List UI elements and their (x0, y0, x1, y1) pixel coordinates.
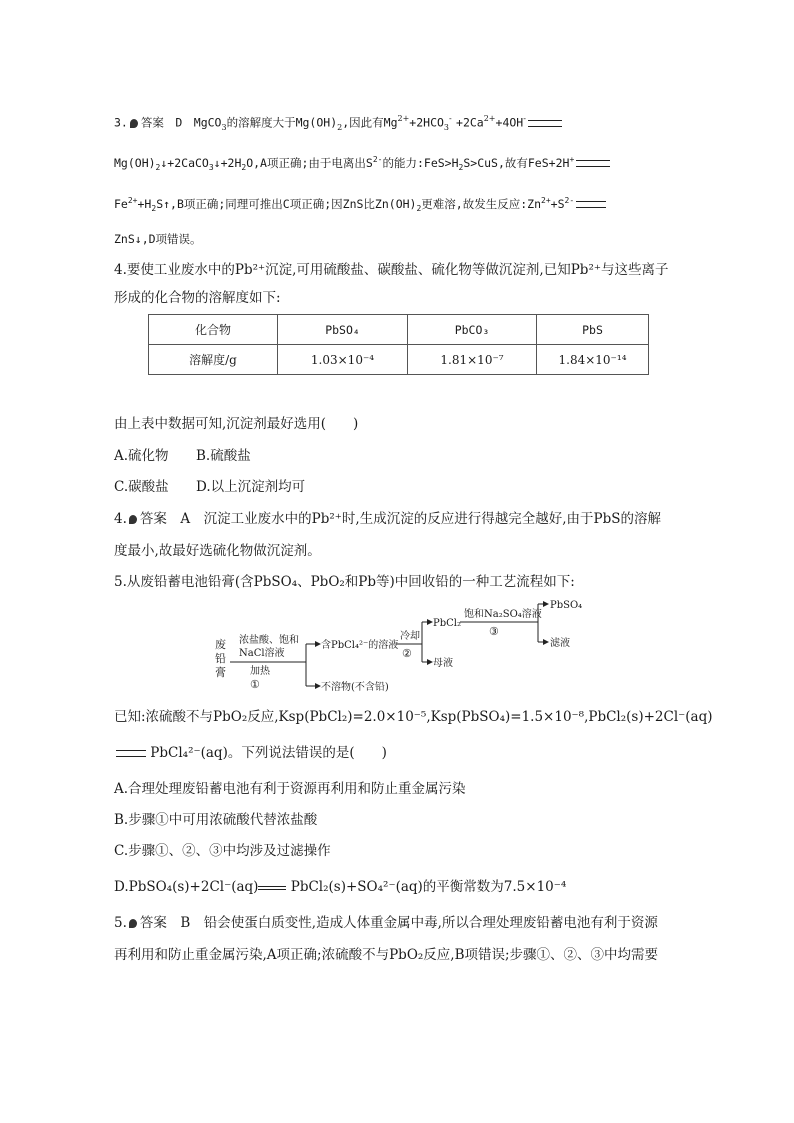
q4-option-a: A.硫化物 (114, 448, 169, 464)
answer-marker-icon (129, 919, 137, 928)
table-cell: 1.03×10⁻⁴ (278, 345, 408, 375)
table-header-row (149, 315, 649, 345)
flow-reagent-3: 饱和Na₂SO₄溶液 (464, 609, 542, 620)
flow-residue: 不溶物(不含铅) (321, 682, 389, 693)
process-flow-diagram (210, 596, 590, 698)
table-cell: 化合物 (149, 315, 278, 345)
q5-option-a: A.合理处理废铅蓄电池有利于资源再利用和防止重金属污染 (114, 781, 466, 797)
q4-answer-line-2: 度最小,故最好选硫化物做沉淀剂。 (114, 543, 321, 559)
q5-option-b: B.步骤①中可用浓硫酸代替浓盐酸 (114, 812, 318, 828)
equals-sign-icon (116, 750, 146, 757)
table-cell: 溶解度/g (149, 345, 278, 375)
q4-stem-line-1: 4.要使工业废水中的Pb²⁺沉淀,可用硫酸盐、碳酸盐、硫化物等做沉淀剂,已知Pb²⁺与这些离子 (114, 262, 669, 278)
equals-sign-icon (576, 201, 606, 208)
flow-step-3: ③ (489, 625, 499, 638)
flow-start-char: 膏 (215, 666, 226, 679)
table-cell: 1.84×10⁻¹⁴ (537, 345, 649, 375)
flow-step-2: ② (402, 647, 412, 660)
table-cell: PbSO₄ (278, 315, 408, 345)
flow-pbcl2: PbCl₂ (433, 618, 461, 629)
q3-answer-line-1: 3. 答案 D MgCO$_3$的溶解度大于$Mg(OH)_2$,因此有$Mg^{2+}+2HCO_3^- +2Ca^{2+}+4OH^-$ (114, 109, 562, 138)
q4-question: 由上表中数据可知,沉淀剂最好选用( ) (114, 416, 359, 432)
answer-marker-icon (129, 515, 137, 524)
q3-answer-line-4: ZnS↓,D项错误。 (114, 232, 202, 246)
q5-known-line-1: 已知:浓硫酸不与PbO₂反应,Ksp(PbCl₂)=2.0×10⁻⁵,Ksp(PbSO₄)=1.5×10⁻⁸,PbCl₂(s)+2Cl⁻(aq) (114, 709, 713, 725)
table-row (149, 345, 649, 375)
table-cell: PbCO₃ (408, 315, 537, 345)
equilibrium-arrow-icon (258, 884, 286, 892)
table-cell: PbS (537, 315, 649, 345)
flow-start-char: 废 (215, 638, 226, 651)
flow-step-1: ① (250, 678, 260, 691)
flow-pbso4: PbSO₄ (550, 600, 583, 611)
equals-sign-icon (576, 160, 610, 167)
flow-mother-liquor: 母液 (433, 658, 453, 669)
q5-option-d: D.PbSO₄(s)+2Cl⁻(aq) PbCl₂(s)+SO₄²⁻(aq)的平衡常数为7.5×10⁻⁴ (114, 879, 567, 895)
q5-option-c: C.步骤①、②、③中均涉及过滤操作 (114, 843, 331, 859)
flow-reagent-1a: 浓盐酸、饱和 (239, 635, 299, 646)
flow-op-2: 冷却 (400, 631, 420, 642)
q3-answer-line-2: $Mg(OH)_2↓+2CaCO_3↓+2H_2O,A$项正确;由于电离出$S^{2-}$的能力$:FeS>H_2S>CuS$,故有FeS+2H+ (114, 150, 610, 178)
q5-answer-line-2: 再利用和防止重金属污染,A项正确;浓硫酸不与PbO₂反应,B项错误;步骤①、②、③中均需要 (114, 947, 659, 963)
flow-filtrate: 滤液 (550, 638, 570, 649)
equals-sign-icon (528, 120, 562, 127)
q5-known-line-2: PbCl₄²⁻(aq)。下列说法错误的是( ) (114, 743, 387, 763)
q5-answer-line-1: 5. 答案 B 铅会使蛋白质变性,造成人体重金属中毒,所以合理处理废铅蓄电池有利于资源 (114, 915, 658, 931)
q4-answer-line-1: 4. 答案 A 沉淀工业废水中的Pb²⁺时,生成沉淀的反应进行得越完全越好,由于PbS的溶解 (114, 511, 661, 527)
flow-start-char: 铅 (215, 652, 226, 665)
q4-option-d: D.以上沉淀剂均可 (196, 479, 306, 495)
q4-option-c: C.碳酸盐 (114, 479, 169, 495)
flow-reagent-1b: NaCl溶液 (239, 648, 285, 659)
solubility-table (148, 314, 649, 375)
q4-stem-line-2: 形成的化合物的溶解度如下: (114, 290, 281, 306)
answer-marker-icon (130, 119, 138, 128)
table-cell: 1.81×10⁻⁷ (408, 345, 537, 375)
flow-condition-1: 加热 (250, 666, 270, 677)
flow-product-1: 含PbCl₄²⁻的溶液 (321, 640, 399, 651)
q4-option-b: B.硫酸盐 (196, 448, 251, 464)
q5-stem: 5.从废铅蓄电池铅膏(含PbSO₄、PbO₂和Pb等)中回收铅的一种工艺流程如下: (114, 574, 575, 590)
q3-answer-line-3: $Fe^{2+}+H_2S↑,B$项正确;同理可推出C项正确;因ZnS比$Zn(OH)_2$更难溶,故发生反应$:Zn^{2+}+S^{2-}$ (114, 191, 606, 219)
